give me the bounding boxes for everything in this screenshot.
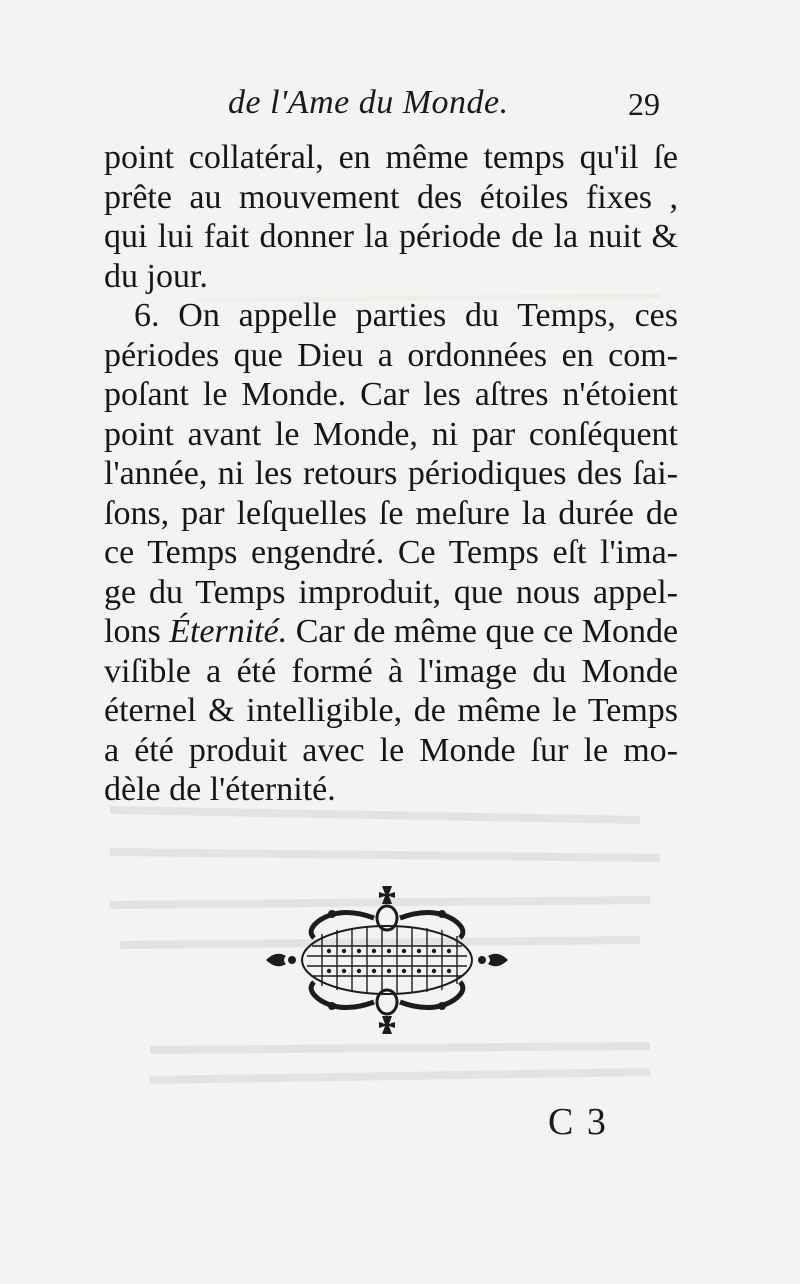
fleuron-ornament-icon — [262, 880, 512, 1040]
running-head — [0, 84, 800, 128]
italic-term: Éternité. — [169, 613, 288, 650]
text-line: éternel & intelligible, de même le Temps — [104, 692, 678, 729]
text-line: l'année, ni les retours périodiques des ſai- — [104, 455, 678, 492]
text-line: dèle de l'éternité. — [104, 771, 336, 808]
text-line: périodes que Dieu a ordonnées en com- — [104, 336, 678, 374]
page-number: 29 — [628, 86, 660, 122]
text-line: point collatéral, en même temps qu'il ſe — [104, 139, 678, 176]
text-line: viſible a été formé à l'image du Monde — [104, 652, 678, 690]
text-line: ce Temps engendré. Ce Temps eſt l'ima- — [104, 534, 678, 571]
body-text — [104, 138, 678, 810]
text-line: a été produit avec le Monde ſur le mo- — [104, 731, 678, 769]
text-line: ge du Temps improduit, que nous appel- — [104, 573, 678, 611]
paragraph-start-line: 6. On appelle parties du Temps, ces — [134, 297, 678, 334]
text-line: prête au mouvement des étoiles fixes , — [104, 178, 678, 216]
text-line: qui lui fait donner la période de la nuit & — [104, 218, 678, 255]
text-line: poſant le Monde. Car les aſtres n'étoient — [104, 376, 678, 413]
text-line: du jour. — [104, 257, 208, 295]
signature-mark: C 3 — [548, 1101, 608, 1143]
text-line-with-italic — [104, 612, 678, 652]
text-line: ſons, par leſquelles ſe meſure la durée de — [104, 494, 678, 532]
text-segment: Car de même que ce Monde — [287, 613, 679, 650]
running-title: de l'Ame du Monde. — [228, 84, 509, 121]
text-segment: lons — [104, 613, 170, 650]
text-line: point avant le Monde, ni par conſéquent — [104, 415, 678, 453]
